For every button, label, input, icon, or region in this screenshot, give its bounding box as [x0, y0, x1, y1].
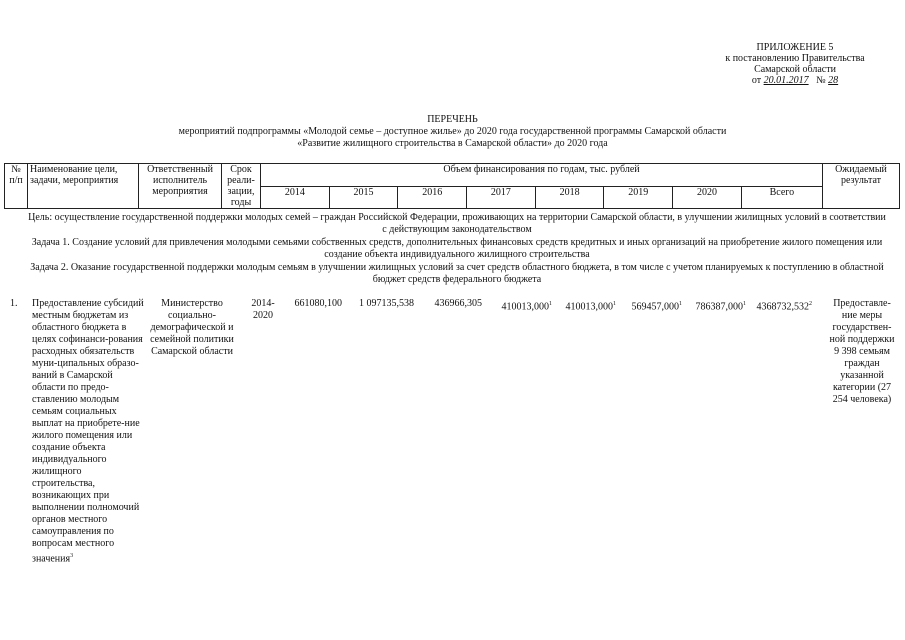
year-2016-header: 2016	[398, 186, 467, 209]
row1-value-2020-text: 786387,000	[695, 301, 743, 313]
task1-text: Задача 1. Создание условий для привлечения молодыми семьями собственных средств, дополнительных финансовых средств кредитных и иных организаций на приобретение жилого помещения или создание объекта индивидуального жилищного строительства	[31, 237, 883, 260]
row1-name-text: Предоставление субсидий местным бюджетам из областного бюджета в целях софинанси-рования расходных обязательств муни-ципальных образо-ваний в Самарской области по предо-ставлению молодым семьям социальных выплат на приобрете-ние жилого помещения или создание объекта индивидуального жилищного строительства, возникающих при выполнении полномочий органов местного самоуправления по вопросам местного значения	[32, 298, 144, 565]
row1-value-2017	[490, 298, 552, 313]
footnote-2: 2	[809, 301, 812, 307]
document-title	[0, 114, 905, 150]
row1-value-2014: 661080,100	[294, 298, 342, 309]
col-name-header: Наименование цели, задачи, мероприятия	[28, 164, 139, 209]
row1-value-2019	[620, 298, 682, 313]
year-2020-header: 2020	[673, 186, 742, 209]
year-2017-header: 2017	[467, 186, 536, 209]
col-funding-header: Объем финансирования по годам, тыс. рублей	[261, 164, 823, 187]
title-line1: мероприятий подпрограммы «Молодой семье – доступное жилье» до 2020 года государственной программы Самарской области	[178, 126, 727, 137]
header-table	[4, 163, 900, 209]
footnote-1: 1	[679, 301, 682, 307]
row1-no: 1.	[10, 298, 18, 309]
col-no-header: № п/п	[5, 164, 28, 209]
task2-text: Задача 2. Оказание государственной поддержки молодым семьям в улучшении жилищных условий за счет средств областного бюджета, в том числе с учетом планируемых к поступлению в областной бюджет средств федерального бюджета	[30, 262, 884, 285]
row1-term: 2014-2020	[251, 298, 275, 321]
row1-value-2017-text: 410013,000	[501, 301, 549, 313]
appendix-line3: Самарской области	[754, 64, 836, 75]
row1-value-2018-text: 410013,000	[565, 301, 613, 313]
row1-result: Предоставле-ние меры государствен-ной поддержки 9 398 семьям граждан указанной категории (27 254 человека)	[829, 298, 895, 405]
title-line2: «Развитие жилищного строительства в Самарской области» до 2020 года	[297, 138, 608, 149]
year-2018-header: 2018	[535, 186, 604, 209]
title-heading: ПЕРЕЧЕНЬ	[427, 114, 478, 125]
row1-value-2016: 436966,305	[434, 298, 482, 309]
col-term-header: Срок реали-зации, годы	[222, 164, 261, 209]
appendix-date-line	[700, 75, 890, 86]
year-2019-header: 2019	[604, 186, 673, 209]
year-2014-header: 2014	[261, 186, 330, 209]
appendix-line1: ПРИЛОЖЕНИЕ 5	[756, 42, 834, 53]
row1-value-2015: 1 097135,538	[359, 298, 414, 309]
from-label: от	[751, 75, 762, 86]
row1-name-footnote: 3	[70, 553, 74, 559]
goal-text: Цель: осуществление государственной поддержки молодых семей – граждан Российской Федерации, проживающих на территории Самарской области, в улучшении жилищных условий в соответствии с действующим законодательством	[28, 212, 886, 235]
appendix-block	[700, 42, 890, 86]
col-resp-header: Ответственный исполнитель мероприятия	[139, 164, 222, 209]
row1-total-text: 4368732,532	[756, 301, 809, 313]
footnote-1: 1	[613, 301, 616, 307]
col-result-header: Ожидаемый результат	[823, 164, 900, 209]
number-label: №	[816, 75, 826, 86]
row1-responsible: Министерство социально-демографической и семейной политики Самарской области	[150, 298, 234, 357]
row1-total	[750, 298, 812, 313]
year-2015-header: 2015	[329, 186, 398, 209]
footnote-1: 1	[549, 301, 552, 307]
row1-value-2019-text: 569457,000	[631, 301, 679, 313]
row1-name	[32, 298, 144, 565]
appendix-line2: к постановлению Правительства	[725, 53, 865, 64]
row1-value-2020	[686, 298, 746, 313]
total-header: Всего	[741, 186, 822, 209]
decree-number: 28	[828, 75, 839, 86]
row1-value-2018	[558, 298, 616, 313]
decree-date: 20.01.2017	[763, 75, 809, 86]
footnote-1: 1	[743, 301, 746, 307]
